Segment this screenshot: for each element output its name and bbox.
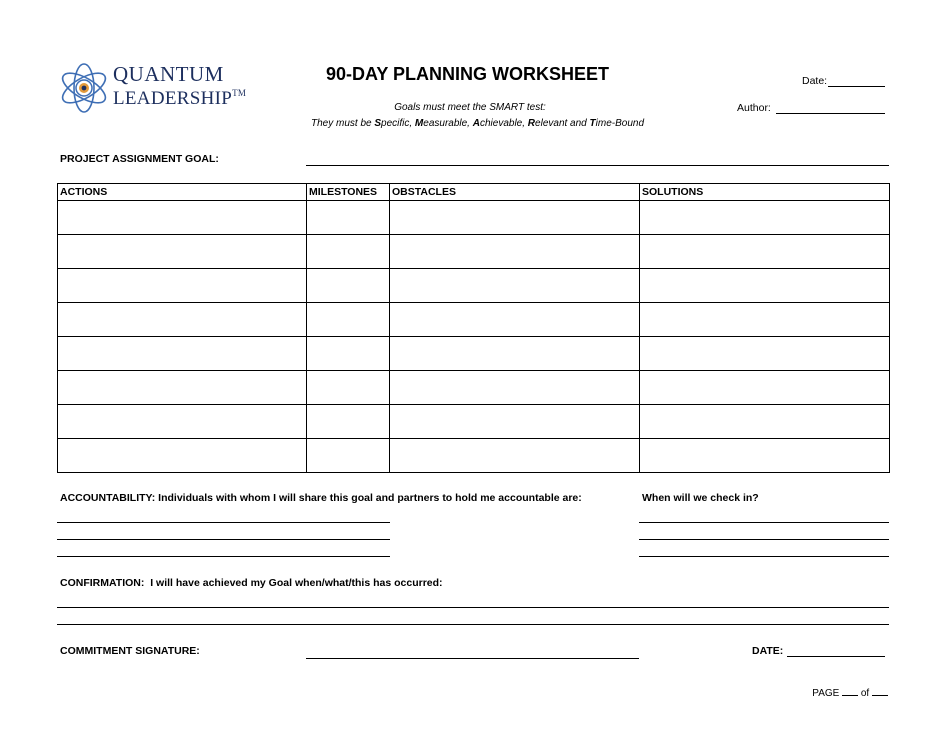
confirmation-label: CONFIRMATION: I will have achieved my Goal when/what/this has occurred: [60, 577, 443, 589]
atom-icon [58, 60, 110, 116]
page-title: 90-DAY PLANNING WORKSHEET [325, 64, 610, 84]
commitment-signature-field[interactable] [306, 658, 639, 659]
table-row [58, 235, 890, 269]
milestones-cell[interactable] [307, 303, 390, 337]
smart-test-heading: Goals must meet the SMART test: [394, 102, 546, 113]
obstacles-cell[interactable] [390, 201, 640, 235]
actions-cell[interactable] [58, 439, 307, 473]
accountability-line-1[interactable] [57, 522, 390, 523]
obstacles-cell[interactable] [390, 371, 640, 405]
table-row [58, 371, 890, 405]
milestones-cell[interactable] [307, 269, 390, 303]
check-in-line-2[interactable] [639, 539, 889, 540]
date-label: Date: [802, 75, 828, 87]
trademark-mark: TM [232, 88, 247, 98]
solutions-cell[interactable] [640, 201, 890, 235]
obstacles-cell[interactable] [390, 439, 640, 473]
actions-cell[interactable] [58, 337, 307, 371]
confirmation-line-1[interactable] [57, 607, 889, 608]
page-total-blank[interactable] [872, 686, 888, 696]
smart-test-description: They must be Specific, Measurable, Achievable, Relevant and Time-Bound [310, 118, 644, 129]
date-field[interactable] [828, 86, 885, 87]
solutions-cell[interactable] [640, 235, 890, 269]
solutions-cell[interactable] [640, 269, 890, 303]
table-row [58, 337, 890, 371]
commitment-signature-label: COMMITMENT SIGNATURE: [60, 645, 200, 657]
obstacles-cell[interactable] [390, 405, 640, 439]
solutions-cell[interactable] [640, 303, 890, 337]
obstacles-cell[interactable] [390, 269, 640, 303]
actions-cell[interactable] [58, 371, 307, 405]
actions-cell[interactable] [58, 201, 307, 235]
signature-date-field[interactable] [787, 656, 885, 657]
accountability-line-2[interactable] [57, 539, 390, 540]
check-in-label: When will we check in? [642, 492, 759, 504]
solutions-cell[interactable] [640, 371, 890, 405]
column-header-solutions: SOLUTIONS [640, 184, 890, 201]
page-number-footer: PAGE of [812, 686, 888, 699]
table-header-row [58, 184, 890, 201]
table-row [58, 303, 890, 337]
actions-cell[interactable] [58, 269, 307, 303]
logo-text-quantum: QUANTUM [113, 62, 224, 86]
author-field[interactable] [776, 113, 885, 114]
solutions-cell[interactable] [640, 337, 890, 371]
milestones-cell[interactable] [307, 235, 390, 269]
signature-date-label: DATE: [752, 645, 784, 657]
column-header-obstacles: OBSTACLES [390, 184, 640, 201]
author-label: Author: [737, 102, 771, 114]
obstacles-cell[interactable] [390, 337, 640, 371]
table-row [58, 201, 890, 235]
company-logo [58, 60, 258, 116]
actions-cell[interactable] [58, 303, 307, 337]
table-row [58, 439, 890, 473]
obstacles-cell[interactable] [390, 303, 640, 337]
check-in-line-1[interactable] [639, 522, 889, 523]
confirmation-line-2[interactable] [57, 624, 889, 625]
table-row [58, 269, 890, 303]
milestones-cell[interactable] [307, 201, 390, 235]
actions-cell[interactable] [58, 235, 307, 269]
logo-text-leadership: LEADERSHIP™ [113, 88, 247, 109]
milestones-cell[interactable] [307, 405, 390, 439]
milestones-cell[interactable] [307, 371, 390, 405]
column-header-actions: ACTIONS [58, 184, 307, 201]
milestones-cell[interactable] [307, 439, 390, 473]
accountability-line-3[interactable] [57, 556, 390, 557]
planning-table [57, 183, 890, 473]
accountability-label: ACCOUNTABILITY: Individuals with whom I will share this goal and partners to hold me accountable are: [60, 492, 582, 504]
milestones-cell[interactable] [307, 337, 390, 371]
table-row [58, 405, 890, 439]
project-goal-label: PROJECT ASSIGNMENT GOAL: [60, 153, 219, 165]
solutions-cell[interactable] [640, 439, 890, 473]
solutions-cell[interactable] [640, 405, 890, 439]
actions-cell[interactable] [58, 405, 307, 439]
page-number-blank[interactable] [842, 686, 858, 696]
obstacles-cell[interactable] [390, 235, 640, 269]
column-header-milestones: MILESTONES [307, 184, 390, 201]
check-in-line-3[interactable] [639, 556, 889, 557]
project-goal-field[interactable] [306, 165, 889, 166]
